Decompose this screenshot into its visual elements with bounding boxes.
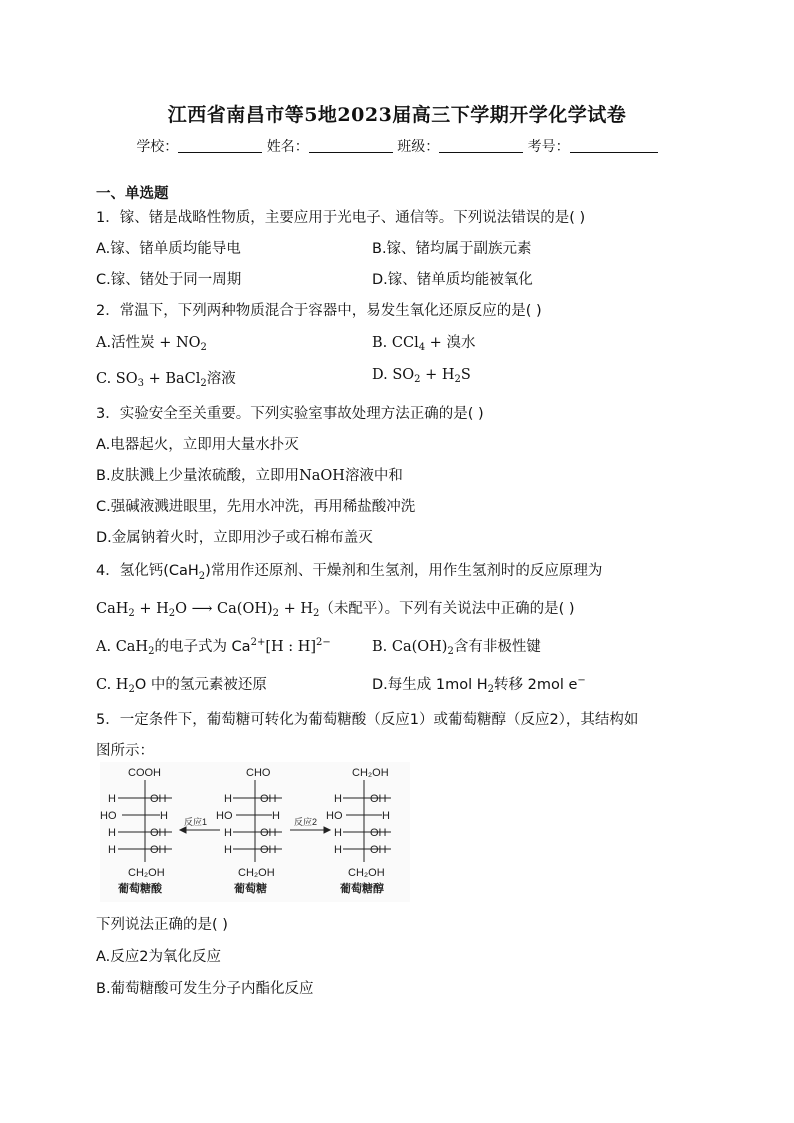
q4-a-sub: 2 <box>148 646 155 657</box>
q4-d-part2: 转移 2mol e <box>494 677 578 693</box>
glucose-r2-left: HO <box>216 810 233 822</box>
glucose-structure <box>216 767 282 895</box>
q4-b-sub: 2 <box>447 646 454 657</box>
sorbitol-r3-left: H <box>334 827 342 839</box>
q5-stem-line1: 5．一定条件下，葡萄糖可转化为葡萄糖酸（反应1）或葡萄糖醇（反应2），其结构如 <box>96 712 639 728</box>
q3-option-c[interactable]: C.强碱液溅进眼里，先用水冲洗，再用稀盐酸冲洗 <box>96 499 416 515</box>
q3-stem: 3．实验安全至关重要。下列实验室事故处理方法正确的是( ) <box>96 406 484 422</box>
q2-d-suffix: S <box>460 367 471 383</box>
gluconic-bottom-label: CH₂OH <box>128 867 165 879</box>
gluconic-r2-right: H <box>160 810 168 822</box>
q2-option-b[interactable] <box>372 331 475 353</box>
class-label: 班级： <box>397 139 440 155</box>
q4-eq-sub1: 2 <box>128 608 135 619</box>
q2-option-d[interactable] <box>372 367 471 385</box>
sorbitol-r4-left: H <box>334 844 342 856</box>
q4-stem-suffix: )常用作还原剂、干燥剂和生氢剂，用作生氢剂时的反应原理为 <box>205 563 603 579</box>
sorbitol-r1-right: OH <box>370 793 387 805</box>
q2-c-text: C. SO <box>96 371 138 387</box>
q1-option-b[interactable]: B.镓、锗均属于副族元素 <box>372 241 532 257</box>
q3-option-d[interactable]: D.金属钠着火时，立即用沙子或石棉布盖灭 <box>96 530 373 546</box>
q4-eq-part4: + H <box>279 601 314 617</box>
q2-c-sub2: 2 <box>200 378 207 389</box>
glucose-structures-diagram <box>100 762 410 902</box>
q4-eq-sub3: 2 <box>272 608 280 619</box>
glucose-r3-right: OH <box>260 827 277 839</box>
q4-stem-sub: 2 <box>198 570 206 582</box>
reaction2-label: 反应2 <box>294 817 318 827</box>
q3-b-chem: NaOH <box>299 468 345 484</box>
q4-d-sub: 2 <box>487 684 495 695</box>
sorbitol-r2-right: H <box>382 810 390 822</box>
q1-option-d[interactable]: D.镓、锗单质均能被氧化 <box>372 272 533 288</box>
section-single-choice: 一、单选题 <box>96 186 169 202</box>
glucose-r1-left: H <box>224 793 232 805</box>
q4-stem <box>96 559 602 582</box>
page-title: 江西省南昌市等5地2023届高三下学期开学化学试卷 <box>167 104 627 126</box>
q4-option-c[interactable] <box>96 673 267 695</box>
q2-b-suffix: + 溴水 <box>425 335 476 351</box>
glucose-r3-left: H <box>224 827 232 839</box>
gluconic-r4-left: H <box>108 844 116 856</box>
glucose-r4-right: OH <box>260 844 277 856</box>
q5-option-a[interactable]: A.反应2为氧化反应 <box>96 949 221 965</box>
q2-d-sub1: 2 <box>414 374 421 385</box>
sorbitol-r2-left: HO <box>326 810 343 822</box>
reaction1-arrowhead <box>180 827 186 833</box>
name-label: 姓名： <box>266 139 309 155</box>
sorbitol-top-label: CH₂OH <box>352 767 389 779</box>
q3-b-suffix: 溶液中和 <box>344 468 403 484</box>
q4-d-sup: − <box>577 675 586 686</box>
q4-eq-part2: + H <box>134 601 169 617</box>
glucose-name: 葡萄糖 <box>234 883 267 895</box>
q2-a-text: A.活性炭 + NO <box>96 335 201 351</box>
q2-c-suffix: 溶液 <box>206 371 236 387</box>
student-info-row <box>0 136 794 156</box>
q2-d-mid: + H <box>420 367 455 383</box>
q2-b-text: B. CCl <box>372 335 419 351</box>
gluconic-r1-right: OH <box>150 793 167 805</box>
glucose-r4-left: H <box>224 844 232 856</box>
q3-option-a[interactable]: A.电器起火，立即用大量水扑灭 <box>96 437 299 453</box>
sorbitol-r4-right: OH <box>370 844 387 856</box>
q4-eq-part3: O ⟶ Ca(OH) <box>175 601 273 617</box>
class-blank[interactable] <box>439 138 523 153</box>
sorbitol-r3-right: OH <box>370 827 387 839</box>
reaction2-arrow <box>290 816 330 833</box>
q3-b-text: B.皮肤溅上少量浓硫酸，立即用 <box>96 468 300 484</box>
q4-eq-part1: CaH <box>96 601 129 617</box>
q2-option-c[interactable] <box>96 367 236 389</box>
q2-c-mid: + BaCl <box>144 371 201 387</box>
q2-b-sub: 4 <box>418 342 426 353</box>
q4-equation <box>96 597 575 619</box>
number-label: 考号： <box>527 139 570 155</box>
q4-option-d[interactable] <box>372 673 586 695</box>
q2-option-a[interactable] <box>96 331 207 353</box>
q4-c-part1: C. H <box>96 677 129 693</box>
name-blank[interactable] <box>309 138 393 153</box>
reaction1-label: 反应1 <box>184 817 208 827</box>
q4-eq-sub2: 2 <box>168 608 176 619</box>
school-label: 学校： <box>136 139 179 155</box>
q4-eq-part5: （未配平）。下列有关说法中正确的是( ) <box>319 601 575 617</box>
q1-option-a[interactable]: A.镓、锗单质均能导电 <box>96 241 241 257</box>
school-blank[interactable] <box>178 138 262 153</box>
reaction1-arrow <box>180 816 220 833</box>
reaction2-arrowhead <box>324 827 330 833</box>
gluconic-top-label: COOH <box>128 767 161 779</box>
gluconic-r2-left: HO <box>100 810 117 822</box>
glucose-bottom-label: CH₂OH <box>238 867 275 879</box>
q4-a-sup2: 2− <box>316 637 331 648</box>
q4-a-part1: A. CaH <box>96 639 149 655</box>
q4-a-sup1: 2+ <box>250 637 266 648</box>
q5-question: 下列说法正确的是( ) <box>96 917 228 933</box>
q1-stem: 1．镓、锗是战略性物质，主要应用于光电子、通信等。下列说法错误的是( ) <box>96 210 586 226</box>
sorbitol-bottom-label: CH₂OH <box>348 867 385 879</box>
q4-a-part3: [H : H] <box>265 639 317 655</box>
q4-c-sub: 2 <box>128 684 135 695</box>
q5-option-b[interactable]: B.葡萄糖酸可发生分子内酯化反应 <box>96 981 314 997</box>
gluconic-name: 葡萄糖酸 <box>118 883 162 895</box>
sorbitol-r1-left: H <box>334 793 342 805</box>
gluconic-r1-left: H <box>108 793 116 805</box>
q2-d-text: D. SO <box>372 367 415 383</box>
gluconic-r3-right: OH <box>150 827 167 839</box>
q4-d-part1: D.每生成 1mol H <box>372 677 488 693</box>
q4-option-a[interactable] <box>96 635 331 657</box>
q4-b-part2: 含有非极性键 <box>453 639 541 655</box>
q3-option-b[interactable] <box>96 464 403 485</box>
sorbitol-structure <box>326 767 391 895</box>
q2-a-sub: 2 <box>200 342 207 353</box>
glucose-r1-right: OH <box>260 793 277 805</box>
q4-c-part2: O 中的氢元素被还原 <box>134 677 267 693</box>
gluconic-r3-left: H <box>108 827 116 839</box>
q2-stem: 2．常温下，下列两种物质混合于容器中，易发生氧化还原反应的是( ) <box>96 303 542 319</box>
gluconic-r4-right: OH <box>150 844 167 856</box>
q4-stem-prefix: 4．氢化钙(CaH <box>96 563 199 579</box>
q4-b-part1: B. Ca(OH) <box>372 639 448 655</box>
number-blank[interactable] <box>570 138 658 153</box>
q4-option-b[interactable] <box>372 635 541 657</box>
q5-stem-line2: 图所示： <box>96 743 154 759</box>
glucose-top-label: CHO <box>246 767 271 779</box>
q4-eq-sub4: 2 <box>313 608 320 619</box>
q2-c-sub1: 3 <box>137 378 144 389</box>
sorbitol-name: 葡萄糖醇 <box>340 883 384 895</box>
glucose-r2-right: H <box>272 810 280 822</box>
q1-option-c[interactable]: C.镓、锗处于同一周期 <box>96 272 242 288</box>
q2-d-sub2: 2 <box>454 374 461 385</box>
q4-a-part2: 的电子式为 Ca <box>154 639 251 655</box>
gluconic-acid-structure <box>100 767 172 895</box>
